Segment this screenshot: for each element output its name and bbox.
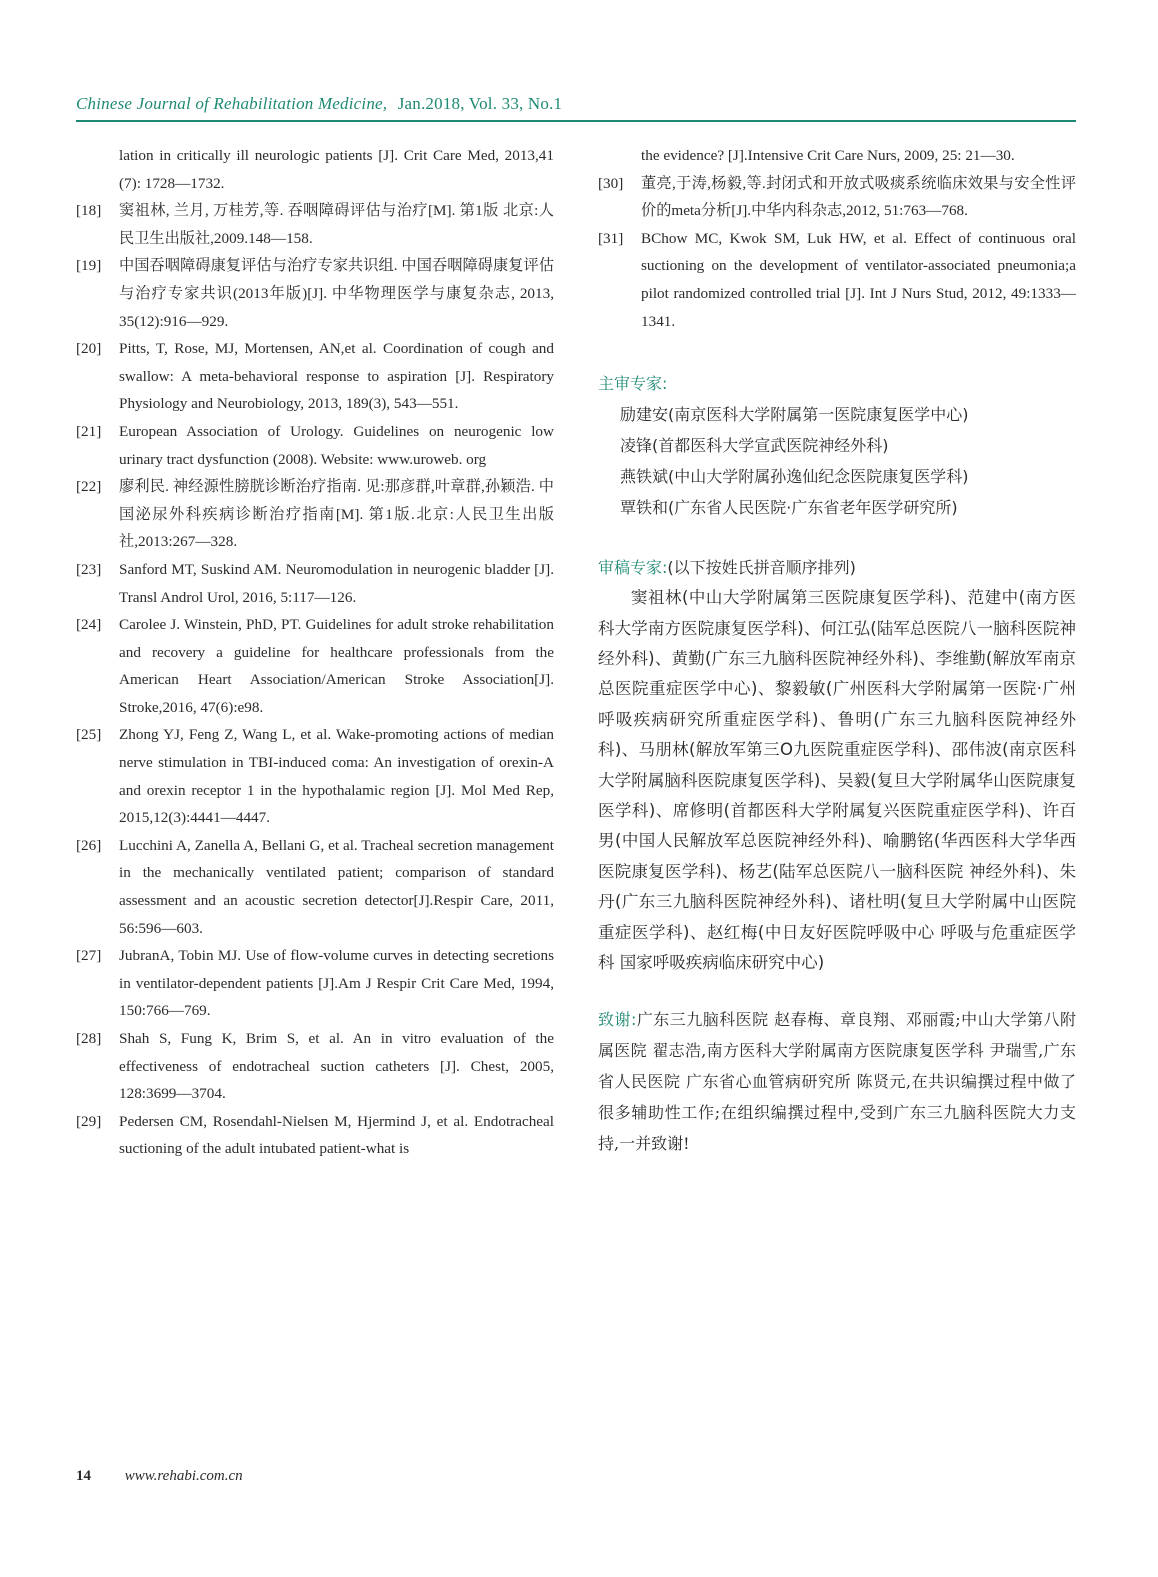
reference-item: lation in critically ill neurologic patients [J]. Crit Care Med, 2013,41 (7): 1728—1732. [119,147,554,192]
reviewers-note: (以下按姓氏拼音顺序排列) [667,558,856,578]
reference-item: [30] 董亮,于涛,杨毅,等.封闭式和开放式吸痰系统临床效果与安全性评价的meta分析[J].中华内科杂志,2012, 51:763—768. [598,174,1076,220]
reference-item: [26] Lucchini A, Zanella A, Bellani G, et al. Tracheal secretion management in the mechanically ventilated patient; comparison of standard assessment and an acoustic secretion detector[J].Respir Care, 2011, 56:596—603. [76,836,554,937]
site-url: www.rehabi.com.cn [124,1468,243,1484]
reference-item: [31] BChow MC, Kwok SM, Luk HW, et al. Effect of continuous oral suctioning on the development of ventilator-associated pneumonia;a pilot randomized controlled trial [J]. Int J Nurs Stud, 2012, 49:1333—1341. [598,229,1076,330]
reference-item: [29] Pedersen CM, Rosendahl-Nielsen M, Hjermind J, et al. Endotracheal suctioning of the adult intubated patient-what is [76,1112,554,1158]
running-header [76,94,1076,114]
issue-info: Jan.2018, Vol. 33, No.1 [397,94,563,113]
reference-item: [19] 中国吞咽障碍康复评估与治疗专家共识组. 中国吞咽障碍康复评估与治疗专家共识(2013年版)[J]. 中华物理医学与康复杂志, 2013, 35(12):916—929. [76,257,554,330]
reference-item: [25] Zhong YJ, Feng Z, Wang L, et al. Wake-promoting actions of median nerve stimulation in TBI-induced coma: An investigation of orexin-A and orexin receptor 1 in the hypothalamic region [J]. Mol Med Rep, 2015,12(3):4441—4447. [76,726,554,827]
reference-item: [28] Shah S, Fung K, Brim S, et al. An in vitro evaluation of the effectiveness of endotracheal suction catheters [J]. Chest, 2005, 128:3699—3704. [76,1030,554,1103]
chief-experts-title: 主审专家: [598,374,668,394]
page-footer [76,1468,243,1485]
reviewers-label: 审稿专家: [598,558,668,578]
chief-expert-line: 燕铁斌(中山大学附属孙逸仙纪念医院康复医学科) [620,467,969,487]
chief-expert-line: 覃铁和(广东省人民医院·广东省老年医学研究所) [620,498,958,518]
left-column [76,142,554,1163]
header-rule [76,120,1076,122]
reference-item: [21] European Association of Urology. Guidelines on neurogenic low urinary tract dysfunction (2008). Website: www.uroweb. org [76,422,554,468]
reference-item: [27] JubranA, Tobin MJ. Use of flow-volume curves in detecting secretions in ventilator-dependent patients [J].Am J Respir Crit Care Med, 1994, 150:766—769. [76,947,554,1020]
reference-item: the evidence? [J].Intensive Crit Care Nurs, 2009, 25: 21—30. [641,147,1015,164]
reviewers-title [598,553,1076,583]
reference-item: [24] Carolee J. Winstein, PhD, PT. Guidelines for adult stroke rehabilitation and recovery a guideline for healthcare professionals from the American Heart Association/American Stroke Association[J]. Stroke,2016, 47(6):e98. [76,616,554,716]
acknowledgement-text: 广东三九脑科医院 赵春梅、章良翔、邓丽霞;中山大学第八附属医院 翟志浩,南方医科大学附属南方医院康复医学科 尹瑞雪,广东省人民医院 广东省心血管病研究所 陈贤元,在共识编撰过程中做了很多辅助性工作;在组织编撰过程中,受到广东三九脑科医院大力支持,一并致谢! [598,1010,1076,1154]
page-number: 14 [76,1468,91,1484]
journal-name: Chinese Journal of Rehabilitation Medicine, [76,94,388,113]
acknowledgement-label: 致谢: [598,1010,637,1030]
reference-item: [22] 廖利民. 神经源性膀胱诊断治疗指南. 见:那彦群,叶章群,孙颖浩. 中国泌尿外科疾病诊断治疗指南[M]. 第1版.北京:人民卫生出版社,2013:267—328. [76,478,554,551]
reference-item: [18] 窦祖林, 兰月, 万桂芳,等. 吞咽障碍评估与治疗[M]. 第1版 北京:人民卫生出版社,2009.148—158. [76,202,554,247]
chief-expert-line: 励建安(南京医科大学附属第一医院康复医学中心) [620,405,969,425]
right-column [598,142,1076,1159]
reviewers-list: 窦祖林(中山大学附属第三医院康复医学科)、范建中(南方医科大学南方医院康复医学科)、何江弘(陆军总医院八一脑科医院神经外科)、黄勤(广东三九脑科医院神经外科)、李维勤(解放军南京总医院重症医学中心)、黎毅敏(广州医科大学附属第一医院·广州呼吸疾病研究所重症医学科)、鲁明(广东三九脑科医院神经外科)、马朋林(解放军第三O九医院重症医学科)、邵伟波(南京医科大学附属脑科医院康复医学科)、吴毅(复旦大学附属华山医院康复医学科)、席修明(首都医科大学附属复兴医院重症医学科)、许百男(中国人民解放军总医院神经外科)、喻鹏铭(华西医科大学华西医院康复医学科)、杨艺(陆军总医院八一脑科医院 神经外科)、朱丹(广东三九脑科医院神经外科)、诸杜明(复旦大学附属中山医院重症医学科)、赵红梅(中日友好医院呼吸中心 呼吸与危重症医学科 国家呼吸疾病临床研究中心) [598,588,1076,973]
acknowledgement [598,1004,1076,1159]
reference-item: [20] Pitts, T, Rose, MJ, Mortensen, AN,et al. Coordination of cough and swallow: A meta-behavioral response to aspiration [J]. Respiratory Physiology and Neurobiology, 2013, 189(3), 543—551. [76,340,554,413]
chief-expert-line: 凌锋(首都医科大学宣武医院神经外科) [620,436,889,456]
reference-item: [23] Sanford MT, Suskind AM. Neuromodulation in neurogenic bladder [J]. Transl Androl Urol, 2016, 5:117—126. [76,560,554,606]
